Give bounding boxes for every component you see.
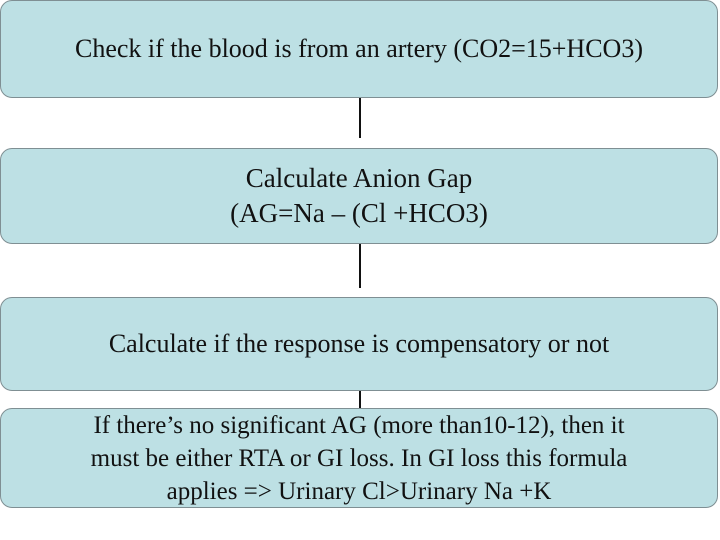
step-compensatory-response <box>0 297 718 391</box>
step-2-title: Calculate Anion Gap <box>245 163 473 193</box>
connector-line-2 <box>359 244 361 288</box>
step-4-line-2: must be either RTA or GI loss. In GI loss this formula <box>90 444 628 472</box>
step-1-text: Check if the blood is from an artery (CO2=15+HCO3) <box>75 34 643 63</box>
step-calculate-anion-gap <box>0 148 718 244</box>
step-4-line-1: If there’s no significant AG (more than10-12), then it <box>93 411 625 439</box>
step-4-line-3: applies => Urinary Cl>Urinary Na +K <box>166 477 552 505</box>
connector-line-3 <box>359 391 361 408</box>
step-check-arterial-blood <box>0 0 718 98</box>
step-2-formula: (AG=Na – (Cl +HCO3) <box>230 198 488 228</box>
step-no-significant-ag <box>0 408 718 508</box>
connector-line-1 <box>359 98 361 138</box>
step-3-text: Calculate if the response is compensatory or not <box>108 329 610 358</box>
